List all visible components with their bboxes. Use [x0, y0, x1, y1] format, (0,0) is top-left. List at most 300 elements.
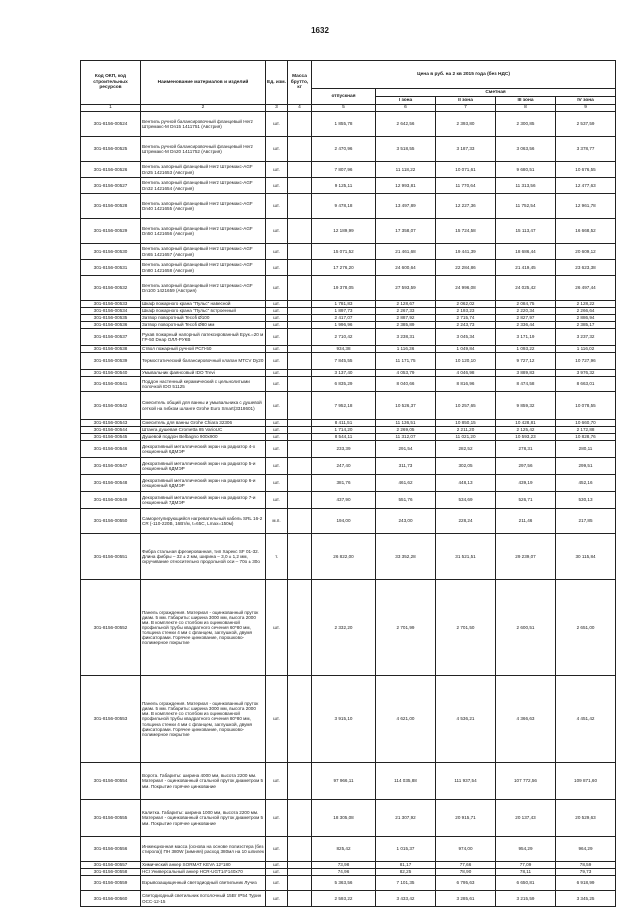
row-unit: шт.: [266, 862, 288, 869]
row-release-price: 8 544,11: [312, 434, 376, 441]
column-number: 9: [556, 105, 616, 112]
row-zone-3-price: 9 680,51: [496, 162, 556, 178]
row-zone-3-price: 278,31: [496, 441, 556, 458]
row-code: 301-8156-00551: [81, 534, 141, 580]
table-row: [81, 112, 616, 137]
row-zone-2-price: 282,52: [436, 441, 496, 458]
row-zone-3-price: 21 419,45: [496, 260, 556, 276]
row-zone-3-price: 3 215,59: [496, 891, 556, 907]
row-unit: шт.: [266, 301, 288, 308]
row-zone-2-price: 24 996,08: [436, 276, 496, 301]
row-zone-3-price: 9 859,32: [496, 392, 556, 420]
row-name: Вентиль запорный фланцевый Herz Штремакс-AGF Dn80 1421658 (Австрия): [141, 260, 266, 276]
row-zone-2-price: 2 243,73: [436, 322, 496, 329]
row-gross: [288, 441, 312, 458]
table-row: [81, 837, 616, 862]
row-zone-4-price: 217,85: [556, 509, 616, 534]
row-zone-3-price: 2 827,97: [496, 315, 556, 322]
row-gross: [288, 219, 312, 244]
row-release-price: 437,90: [312, 492, 376, 509]
row-unit: шт.: [266, 676, 288, 763]
row-name: Вентиль запорный фланцевый Herz Штремакс-AGF Dn40 1421655 (Австрия): [141, 194, 266, 219]
row-release-price: 12 189,99: [312, 219, 376, 244]
row-zone-2-price: 3 045,34: [436, 329, 496, 346]
table-row: [81, 534, 616, 580]
column-number: 6: [376, 105, 436, 112]
row-release-price: 7 952,18: [312, 392, 376, 420]
row-name: Затвор поворотный Tecofi Ø100: [141, 315, 266, 322]
row-zone-4-price: 3 976,32: [556, 370, 616, 377]
header-zone-3: III зона: [496, 97, 556, 105]
row-unit: шт.: [266, 876, 288, 891]
header-gross: Масса брутто, кг: [288, 61, 312, 105]
row-zone-3-price: 6 650,81: [496, 876, 556, 891]
row-code: 301-8156-00529: [81, 219, 141, 244]
row-gross: [288, 322, 312, 329]
row-zone-1-price: 12 993,81: [376, 178, 436, 194]
row-release-price: 247,40: [312, 458, 376, 475]
row-release-price: 18 305,08: [312, 800, 376, 837]
row-zone-1-price: 11 171,75: [376, 353, 436, 370]
row-zone-3-price: 3 889,83: [496, 370, 556, 377]
row-gross: [288, 458, 312, 475]
table-row: [81, 194, 616, 219]
row-code: 301-8156-00540: [81, 370, 141, 377]
row-unit: шт.: [266, 370, 288, 377]
row-unit: шт.: [266, 434, 288, 441]
row-zone-1-price: 2 385,89: [376, 322, 436, 329]
page-number: 1632: [311, 26, 329, 35]
row-gross: [288, 329, 312, 346]
row-gross: [288, 377, 312, 392]
row-zone-4-price: 964,29: [556, 837, 616, 862]
table-row: [81, 219, 616, 244]
table-row: [81, 862, 616, 869]
row-name: Панель ограждения. Материал - оцинкованный пруток диам. 5 мм. Габариты: ширина 3000 мм, высота 2000 мм. В комплекте со столбом из оцинкованной профильной трубы квадратного сечения 80*80 мм, толщина стенки 4 мм с фланцем, заглушкой, двумя фиксаторами. Горячее цинкование, порошково-полимерное покрытие: [141, 676, 266, 763]
row-zone-4-price: 2 385,17: [556, 322, 616, 329]
row-release-price: 233,39: [312, 441, 376, 458]
row-zone-4-price: 3 378,77: [556, 137, 616, 162]
row-gross: [288, 315, 312, 322]
row-release-price: 1 714,20: [312, 427, 376, 434]
row-zone-3-price: 77,09: [496, 862, 556, 869]
table-row: [81, 329, 616, 346]
row-zone-2-price: 2 393,80: [436, 112, 496, 137]
header-price-group: Цена в руб. на 2 кв 2015 года (без НДС): [312, 61, 616, 89]
row-zone-2-price: 2 701,50: [436, 580, 496, 676]
row-code: 301-8156-00545: [81, 434, 141, 441]
row-unit: шт.: [266, 800, 288, 837]
row-code: 301-8156-00534: [81, 308, 141, 315]
table-row: [81, 492, 616, 509]
row-zone-3-price: 107 772,56: [496, 763, 556, 800]
row-zone-1-price: 3 433,42: [376, 891, 436, 907]
row-zone-1-price: 7 101,35: [376, 876, 436, 891]
row-gross: [288, 162, 312, 178]
row-unit: шт.: [266, 492, 288, 509]
row-code: 301-8156-00539: [81, 353, 141, 370]
row-zone-2-price: 4 046,98: [436, 370, 496, 377]
row-zone-1-price: 11 312,07: [376, 434, 436, 441]
table-row: [81, 315, 616, 322]
row-zone-2-price: 2 062,02: [436, 301, 496, 308]
row-zone-1-price: 3 238,31: [376, 329, 436, 346]
row-zone-1-price: 11 118,22: [376, 162, 436, 178]
row-zone-3-price: 11 313,56: [496, 178, 556, 194]
row-unit: шт.: [266, 219, 288, 244]
row-zone-1-price: 81,17: [376, 862, 436, 869]
row-zone-1-price: 2 701,99: [376, 580, 436, 676]
row-release-price: 17 276,20: [312, 260, 376, 276]
row-zone-4-price: 10 078,55: [556, 392, 616, 420]
row-release-price: 7 845,55: [312, 353, 376, 370]
row-unit: шт.: [266, 891, 288, 907]
row-code: 301-8156-00530: [81, 244, 141, 260]
row-gross: [288, 353, 312, 370]
row-code: 301-8156-00544: [81, 427, 141, 434]
row-zone-4-price: 10 828,76: [556, 434, 616, 441]
row-code: 301-8156-00525: [81, 137, 141, 162]
row-zone-1-price: 1 116,36: [376, 346, 436, 353]
table-row: [81, 392, 616, 420]
row-zone-1-price: 8 040,66: [376, 377, 436, 392]
row-zone-2-price: 11 021,20: [436, 434, 496, 441]
row-unit: шт.: [266, 837, 288, 862]
row-zone-2-price: 2 193,23: [436, 308, 496, 315]
row-code: 301-8156-00536: [81, 322, 141, 329]
row-zone-4-price: 1 116,02: [556, 346, 616, 353]
row-zone-3-price: 439,19: [496, 475, 556, 492]
row-zone-3-price: 297,56: [496, 458, 556, 475]
row-unit: шт.: [266, 580, 288, 676]
row-zone-1-price: 21 461,68: [376, 244, 436, 260]
table-row: [81, 458, 616, 475]
row-zone-4-price: 8 663,01: [556, 377, 616, 392]
row-name: Взрывозащищенный светодиодный светильник Лучиз: [141, 876, 266, 891]
row-release-price: 1 996,96: [312, 322, 376, 329]
row-name: Декоративный металлический экран на радиатор 7-и секционный 7ДМЭР: [141, 492, 266, 509]
header-zone-1: I зона: [376, 97, 436, 105]
row-code: 301-8156-00552: [81, 580, 141, 676]
row-zone-2-price: 8 816,96: [436, 377, 496, 392]
row-release-price: 73,98: [312, 862, 376, 869]
row-unit: шт.: [266, 260, 288, 276]
row-name: Штанга душевая Crometta 85 VarioUC: [141, 427, 266, 434]
table-row: [81, 876, 616, 891]
table-row: [81, 178, 616, 194]
row-gross: [288, 346, 312, 353]
row-zone-3-price: 8 474,58: [496, 377, 556, 392]
row-name: Рукав пожарный напорный латексированный Ерук.=20 м ГР-50 Dнар ОЛЛ-РУКВ: [141, 329, 266, 346]
row-release-price: 3 137,40: [312, 370, 376, 377]
row-name: HCI Универсальный анкер HCR-UGT14*140х70: [141, 869, 266, 876]
row-code: 301-8156-00535: [81, 315, 141, 322]
row-zone-3-price: 15 113,47: [496, 219, 556, 244]
table-row: [81, 800, 616, 837]
row-release-price: 2 470,96: [312, 137, 376, 162]
column-number: 3: [266, 105, 288, 112]
table-row: [81, 301, 616, 308]
row-zone-3-price: 526,71: [496, 492, 556, 509]
row-code: 301-8156-00541: [81, 377, 141, 392]
row-release-price: 8 411,51: [312, 420, 376, 427]
table-row: [81, 441, 616, 458]
row-release-price: 26 822,00: [312, 534, 376, 580]
row-unit: шт.: [266, 308, 288, 315]
row-gross: [288, 676, 312, 763]
row-zone-2-price: 77,66: [436, 862, 496, 869]
row-name: Фибра стальная фрезерованная, тип Харекс SF 01-32. Длина фибры – 32 ± 2 мм, ширина – 3,0 ± 1,2 мм, скручивание относительно продольной оси – 70о ± 30о: [141, 534, 266, 580]
row-name: Калитка. Габариты: ширина 1000 мм, высота 2200 мм. Материал - оцинкованный стальной пруток диаметром 5 мм. Покрытие горячее цинкование: [141, 800, 266, 837]
row-zone-3-price: 2 220,34: [496, 308, 556, 315]
row-gross: [288, 244, 312, 260]
row-gross: [288, 427, 312, 434]
row-unit: шт.: [266, 315, 288, 322]
row-zone-4-price: 10 660,70: [556, 420, 616, 427]
row-zone-1-price: 24 600,64: [376, 260, 436, 276]
row-name: Вентиль запорный фланцевый Herz Штремакс-AGF Dn50 1421656 (Австрия): [141, 219, 266, 244]
row-zone-1-price: 551,76: [376, 492, 436, 509]
row-zone-4-price: 30 115,84: [556, 534, 616, 580]
row-code: 301-8156-00548: [81, 475, 141, 492]
row-release-price: 19 378,05: [312, 276, 376, 301]
row-gross: [288, 276, 312, 301]
row-release-price: 1 781,83: [312, 301, 376, 308]
row-name: Шкаф пожарного крана "Пульс" встроенный: [141, 308, 266, 315]
row-gross: [288, 869, 312, 876]
row-name: Декоративный металлический экран на радиатор 4-х секционный 6ДМЭР: [141, 441, 266, 458]
row-code: 301-8156-00542: [81, 392, 141, 420]
row-code: 301-8156-00527: [81, 178, 141, 194]
table-row: [81, 260, 616, 276]
row-unit: шт.: [266, 441, 288, 458]
column-number: 4: [288, 105, 312, 112]
row-gross: [288, 301, 312, 308]
row-zone-1-price: 2 267,33: [376, 308, 436, 315]
row-name: Шкаф пожарного крана "Пульс" навесной: [141, 301, 266, 308]
row-zone-2-price: 974,00: [436, 837, 496, 862]
row-zone-4-price: 79,73: [556, 869, 616, 876]
row-zone-2-price: 2 715,74: [436, 315, 496, 322]
row-release-price: 194,00: [312, 509, 376, 534]
row-zone-2-price: 11 770,64: [436, 178, 496, 194]
column-number: 8: [496, 105, 556, 112]
row-gross: [288, 580, 312, 676]
header-code: Код ОКП, код строительных ресурсов: [81, 61, 141, 105]
row-zone-1-price: 311,73: [376, 458, 436, 475]
row-zone-4-price: 2 537,59: [556, 112, 616, 137]
row-zone-2-price: 20 915,71: [436, 800, 496, 837]
table-row: [81, 322, 616, 329]
row-zone-1-price: 114 035,88: [376, 763, 436, 800]
row-unit: шт.: [266, 162, 288, 178]
table-row: [81, 676, 616, 763]
row-code: 301-8156-00555: [81, 800, 141, 837]
header-unit: Ед. изм.: [266, 61, 288, 105]
row-zone-1-price: 27 593,59: [376, 276, 436, 301]
row-gross: [288, 178, 312, 194]
row-zone-1-price: 4 621,00: [376, 676, 436, 763]
row-name: Термостатический балансировочный клапан MTCV Dy20: [141, 353, 266, 370]
header-estimate: Сметная: [376, 89, 616, 97]
row-zone-4-price: 3 237,32: [556, 329, 616, 346]
row-code: 301-8156-00533: [81, 301, 141, 308]
row-zone-3-price: 2 336,44: [496, 322, 556, 329]
row-zone-2-price: 10 257,65: [436, 392, 496, 420]
row-zone-1-price: 11 136,51: [376, 420, 436, 427]
row-code: 301-8156-00556: [81, 837, 141, 862]
row-zone-3-price: 3 063,56: [496, 137, 556, 162]
row-name: Вентиль запорный фланцевый Herz Штремакс-AGF Dn65 1421657 (Австрия): [141, 244, 266, 260]
row-code: 301-8156-00549: [81, 492, 141, 509]
row-code: 301-8156-00557: [81, 862, 141, 869]
row-zone-2-price: 3 187,33: [436, 137, 496, 162]
row-zone-2-price: 228,24: [436, 509, 496, 534]
row-gross: [288, 194, 312, 219]
row-zone-4-price: 299,51: [556, 458, 616, 475]
row-code: 301-8156-00543: [81, 420, 141, 427]
row-code: 301-8156-00547: [81, 458, 141, 475]
row-gross: [288, 862, 312, 869]
row-unit: т.: [266, 534, 288, 580]
header-release: отпускная: [312, 89, 376, 105]
row-release-price: 381,76: [312, 475, 376, 492]
row-zone-1-price: 4 053,79: [376, 370, 436, 377]
row-zone-1-price: 2 642,56: [376, 112, 436, 137]
row-unit: шт.: [266, 763, 288, 800]
row-gross: [288, 434, 312, 441]
row-gross: [288, 392, 312, 420]
row-zone-2-price: 3 285,61: [436, 891, 496, 907]
row-zone-3-price: 2 125,42: [496, 427, 556, 434]
row-zone-4-price: 16 668,52: [556, 219, 616, 244]
row-gross: [288, 763, 312, 800]
row-zone-2-price: 10 071,61: [436, 162, 496, 178]
table-row: [81, 308, 616, 315]
row-release-price: 15 071,52: [312, 244, 376, 260]
table-row: [81, 137, 616, 162]
row-zone-4-price: 12 477,63: [556, 178, 616, 194]
table-row: [81, 427, 616, 434]
row-code: 301-8156-00526: [81, 162, 141, 178]
row-zone-3-price: 3 171,19: [496, 329, 556, 346]
row-name: Умывальник фаянсовый IDO Trevi: [141, 370, 266, 377]
row-code: 301-8156-00524: [81, 112, 141, 137]
row-unit: шт.: [266, 377, 288, 392]
row-zone-4-price: 452,16: [556, 475, 616, 492]
row-zone-4-price: 2 172,88: [556, 427, 616, 434]
row-zone-1-price: 461,62: [376, 475, 436, 492]
row-code: 301-8156-00559: [81, 876, 141, 891]
row-release-price: 9 125,11: [312, 178, 376, 194]
table-row: [81, 370, 616, 377]
row-zone-4-price: 2 651,00: [556, 580, 616, 676]
row-unit: шт.: [266, 869, 288, 876]
row-name: Химический анкер SORMAT KEVA 12*180: [141, 862, 266, 869]
row-gross: [288, 837, 312, 862]
row-zone-2-price: 12 227,36: [436, 194, 496, 219]
table-row: [81, 763, 616, 800]
row-gross: [288, 509, 312, 534]
row-name: Панель ограждения. Материал - оцинкованный пруток диам. 5 мм. Габариты: ширина 3000 мм, высота 2000 мм. В комплекте со столбом из оцинкованной профильной трубы квадратного сечения 60*80 мм, толщина стенки 4 мм с фланцем, заглушкой, двумя фиксаторами. Горячее цинкование, порошково-полимерное покрытие: [141, 580, 266, 676]
column-number: 5: [312, 105, 376, 112]
row-zone-2-price: 111 937,54: [436, 763, 496, 800]
row-name: Ствол пожарный ручной РСП-50: [141, 346, 266, 353]
row-zone-4-price: 4 451,42: [556, 676, 616, 763]
row-zone-3-price: 954,29: [496, 837, 556, 862]
row-zone-2-price: 15 724,58: [436, 219, 496, 244]
row-name: Душевой поддон Belbagno 900х900: [141, 434, 266, 441]
table-row: [81, 276, 616, 301]
row-zone-4-price: 20 529,63: [556, 800, 616, 837]
row-zone-2-price: 10 850,15: [436, 420, 496, 427]
header-name: Наименование материалов и изделий: [141, 61, 266, 105]
row-zone-4-price: 6 918,99: [556, 876, 616, 891]
price-table: [80, 60, 616, 907]
table-row: [81, 353, 616, 370]
row-release-price: 2 417,07: [312, 315, 376, 322]
row-gross: [288, 534, 312, 580]
table-row: [81, 580, 616, 676]
row-zone-3-price: 29 239,07: [496, 534, 556, 580]
row-zone-1-price: 2 269,05: [376, 427, 436, 434]
row-unit: шт.: [266, 346, 288, 353]
row-gross: [288, 420, 312, 427]
row-unit: шт.: [266, 137, 288, 162]
row-release-price: 2 332,20: [312, 580, 376, 676]
row-zone-1-price: 291,54: [376, 441, 436, 458]
row-zone-4-price: 2 886,94: [556, 315, 616, 322]
row-zone-4-price: 530,13: [556, 492, 616, 509]
row-code: 301-8156-00537: [81, 329, 141, 346]
row-zone-4-price: 78,59: [556, 862, 616, 869]
row-code: 301-8156-00558: [81, 869, 141, 876]
row-release-price: 9 478,18: [312, 194, 376, 219]
row-zone-4-price: 20 609,12: [556, 244, 616, 260]
row-release-price: 1 897,73: [312, 308, 376, 315]
row-name: Смеситель общий для ванны и умывальника с душевой сеткой на гибком шланге Grohe Euro Smart(3318601): [141, 392, 266, 420]
row-name: Затвор поворотный Tecofi Ø80 мм: [141, 322, 266, 329]
table-row: [81, 244, 616, 260]
row-unit: шт.: [266, 392, 288, 420]
table-body: [81, 112, 616, 907]
row-zone-3-price: 1 093,22: [496, 346, 556, 353]
row-unit: шт.: [266, 194, 288, 219]
row-gross: [288, 800, 312, 837]
row-unit: шт.: [266, 458, 288, 475]
row-gross: [288, 492, 312, 509]
row-release-price: 5 363,56: [312, 876, 376, 891]
row-unit: шт.: [266, 178, 288, 194]
row-zone-1-price: 2 128,67: [376, 301, 436, 308]
row-zone-1-price: 21 307,92: [376, 800, 436, 837]
row-release-price: 2 593,22: [312, 891, 376, 907]
row-name: Вентиль запорный фланцевый Herz Штремакс-AGF Dn100 1421659 (Австрия): [141, 276, 266, 301]
row-code: 301-8156-00532: [81, 276, 141, 301]
row-zone-3-price: 4 366,63: [496, 676, 556, 763]
row-release-price: 934,38: [312, 346, 376, 353]
row-name: Вентиль запорный фланцевый Herz Штремакс-AGF Dn32 1421654 (Австрия): [141, 178, 266, 194]
row-zone-4-price: 23 623,38: [556, 260, 616, 276]
row-code: 301-8156-00538: [81, 346, 141, 353]
row-zone-1-price: 82,25: [376, 869, 436, 876]
row-zone-1-price: 17 358,07: [376, 219, 436, 244]
row-unit: шт.: [266, 353, 288, 370]
row-gross: [288, 260, 312, 276]
row-zone-1-price: 2 887,92: [376, 315, 436, 322]
row-gross: [288, 112, 312, 137]
column-number: 7: [436, 105, 496, 112]
